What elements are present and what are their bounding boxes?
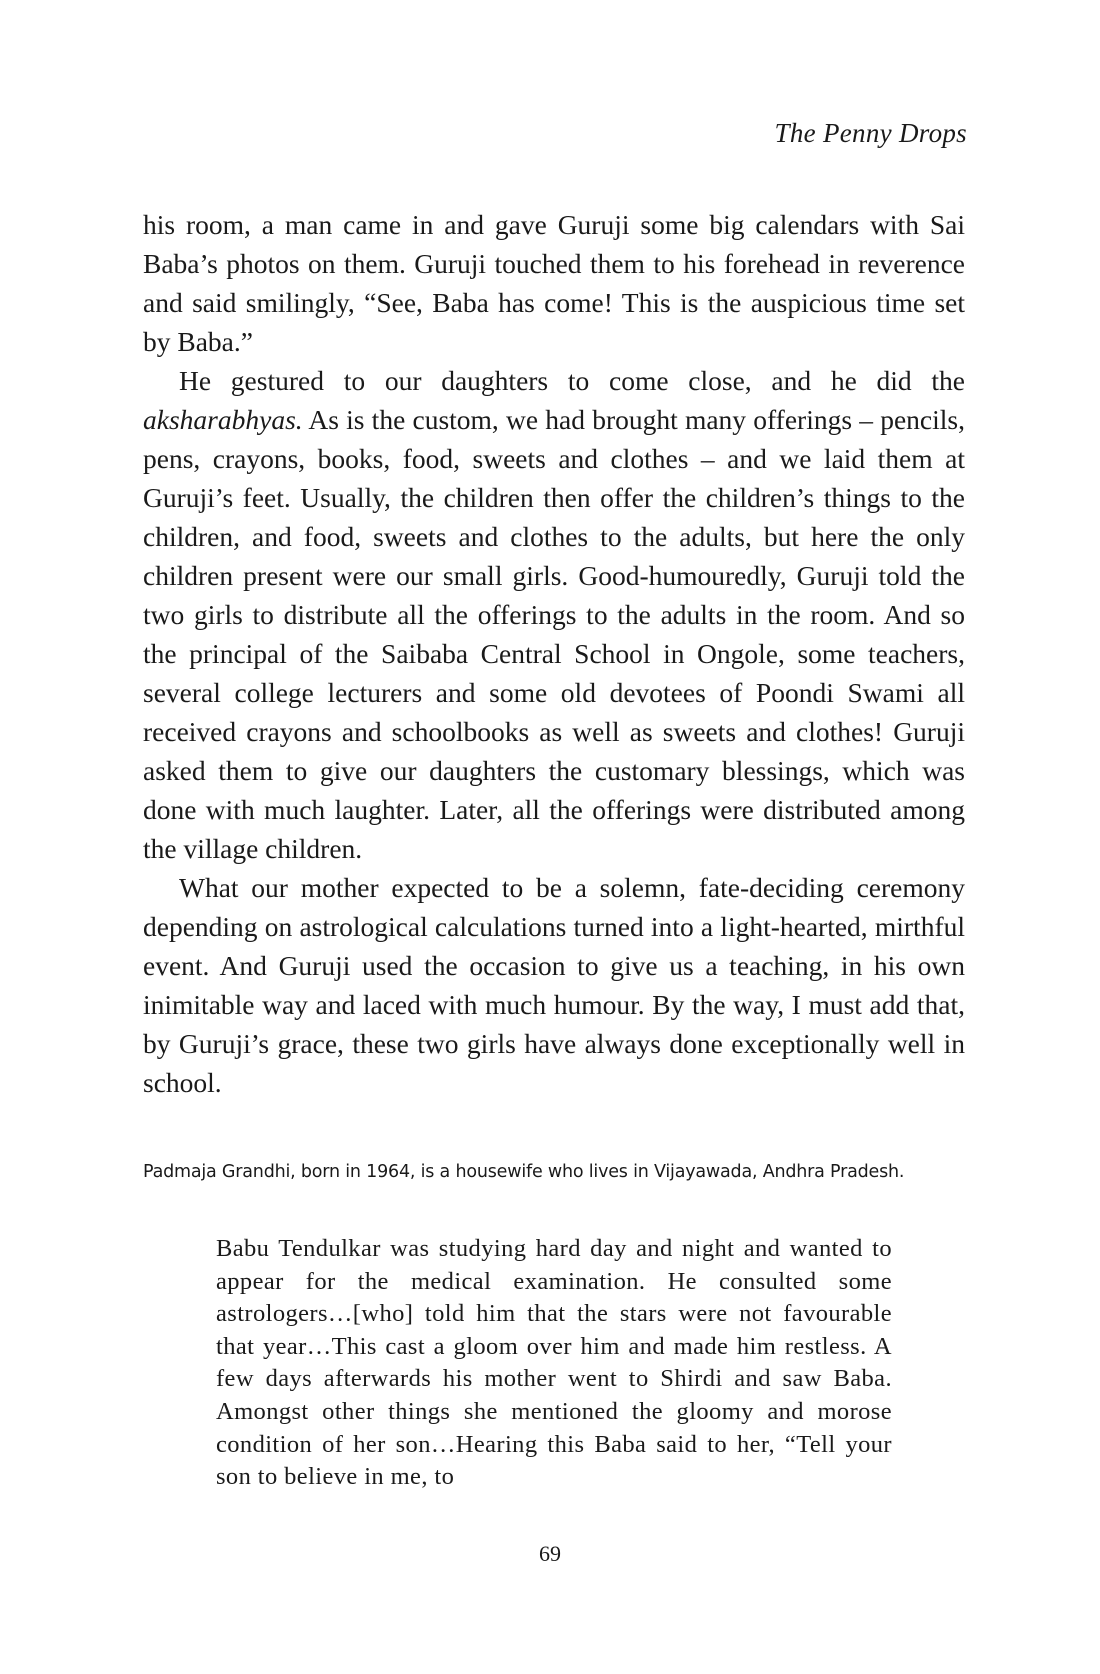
paragraph-2-start: He gestured to our daughters to come close, and he did the [179,365,965,396]
contributor-note: Padmaja Grandhi, born in 1964, is a housewife who lives in Vijayawada, Andhra Pradesh. [143,1162,905,1182]
paragraph-2 [143,361,965,868]
body-text [143,205,965,1102]
paragraph-3: What our mother expected to be a solemn, fate-deciding ceremony depending on astrological calculations turned into a light-hearted, mirthful event. And Guruji used the occasion to give us a teaching, in his own inimitable way and laced with much humour. By the way, I must add that, by Guruji’s grace, these two girls have always done exceptionally well in school. [143,872,965,1098]
paragraph-2-italic-term: aksharabhyas. [143,404,303,435]
block-quote-text: Babu Tendulkar was studying hard day and night and wanted to appear for the medical examination. He consulted some astrologers…[who] told him that the stars were not favourable that year…This cast a gloom over him and made him restless. A few days afterwards his mother went to Shirdi and saw Baba. Amongst other things she mentioned the gloomy and morose condition of her son…Hearing this Baba said to her, “Tell your son to believe in me, to [216,1235,892,1491]
paragraph-2-rest: As is the custom, we had brought many offerings – pencils, pens, crayons, books, food, sweets and clothes – and we laid them at Guruji’s feet. Usually, the children then offer the children’s things to the children, and food, sweets and clothes to the adults, but here the only children present were our small girls. Good-humouredly, Guruji told the two girls to distribute all the offerings to the adults in the room. And so the principal of the Saibaba Central School in Ongole, some teachers, several college lecturers and some old devotees of Poondi Swami all received crayons and schoolbooks as well as sweets and clothes! Guruji asked them to give our daughters the customary blessings, which was done with much laughter. Later, all the offerings were distributed among the village children. [143,404,965,864]
page-number: 69 [539,1541,561,1566]
block-quote [216,1233,892,1494]
paragraph-1: his room, a man came in and gave Guruji some big calendars with Sai Baba’s photos on them. Guruji touched them to his forehead in reverence and said smilingly, “See, Baba has come! This is the auspicious time set by Baba.” [143,209,965,357]
running-head: The Penny Drops [774,118,967,148]
